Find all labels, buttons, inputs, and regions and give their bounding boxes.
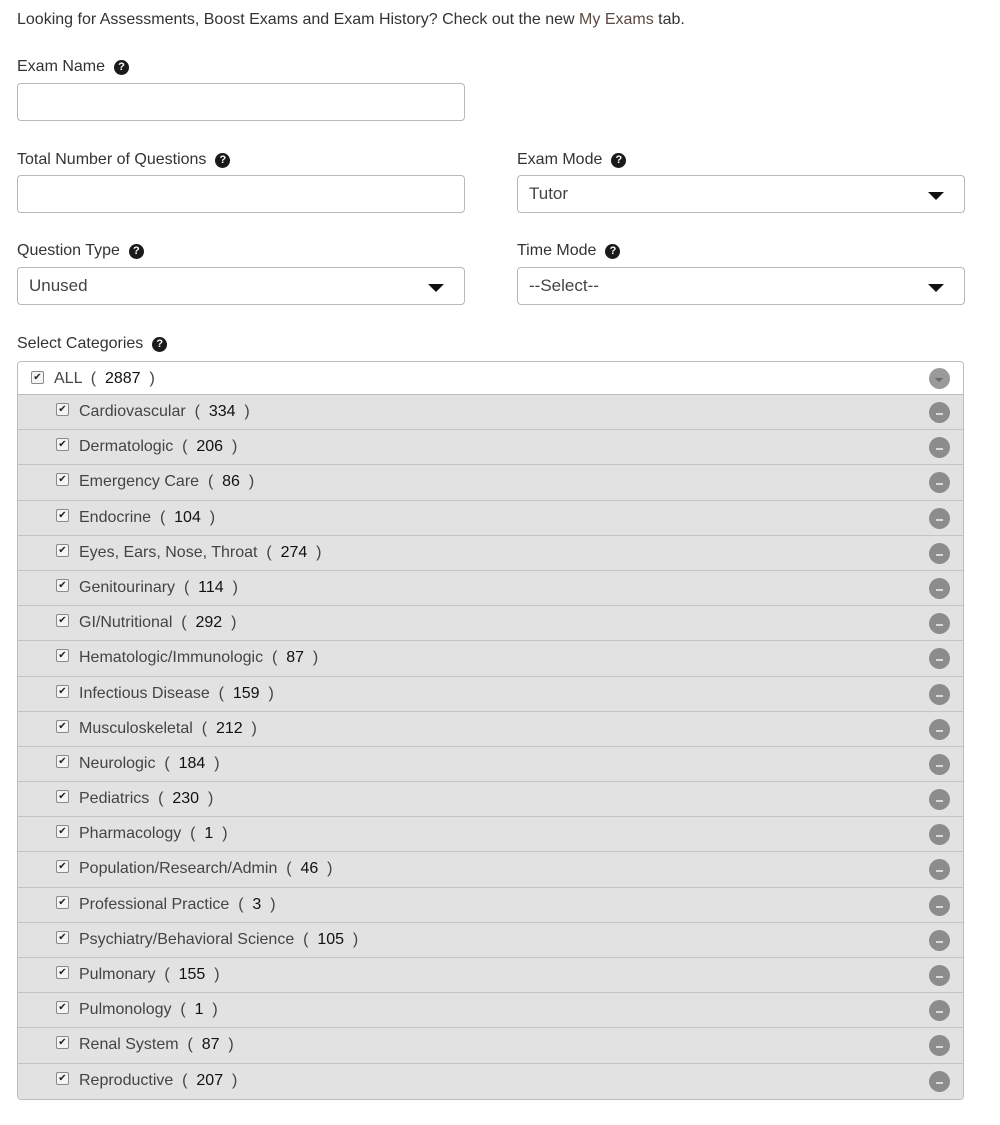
category-name: Eyes, Ears, Nose, Throat bbox=[79, 543, 258, 561]
collapse-toggle-icon[interactable] bbox=[929, 719, 950, 740]
category-all-label: ALL ( 2887 ) bbox=[54, 370, 155, 387]
checkbox-checked-icon[interactable]: ✔ bbox=[56, 579, 69, 592]
exam-name-label bbox=[17, 58, 129, 76]
category-row bbox=[18, 852, 963, 887]
category-label: Pediatrics ( 230 ) bbox=[79, 790, 214, 808]
category-row bbox=[18, 958, 963, 993]
checkbox-checked-icon[interactable]: ✔ bbox=[56, 403, 69, 416]
notice-text-end: tab. bbox=[653, 11, 685, 28]
checkbox-checked-icon[interactable]: ✔ bbox=[56, 685, 69, 698]
category-row bbox=[18, 465, 963, 500]
category-count: 46 bbox=[300, 860, 319, 878]
category-label: Neurologic ( 184 ) bbox=[79, 754, 220, 772]
exam-name-input[interactable] bbox=[17, 83, 465, 121]
question-type-label-text: Question Type bbox=[17, 242, 120, 259]
category-name: GI/Nutritional bbox=[79, 614, 173, 632]
category-count: 274 bbox=[280, 543, 308, 561]
help-icon[interactable]: ? bbox=[605, 244, 620, 259]
collapse-toggle-icon[interactable] bbox=[929, 824, 950, 845]
category-count: 230 bbox=[172, 790, 200, 808]
collapse-toggle-icon[interactable] bbox=[929, 508, 950, 529]
question-type-value: Unused bbox=[29, 276, 88, 295]
category-count: 334 bbox=[208, 403, 236, 420]
chevron-down-icon bbox=[928, 284, 944, 292]
expand-toggle-icon[interactable] bbox=[929, 368, 950, 389]
help-icon[interactable]: ? bbox=[215, 153, 230, 168]
category-name: Neurologic bbox=[79, 754, 156, 772]
help-icon[interactable]: ? bbox=[129, 244, 144, 259]
category-all-count: 2887 bbox=[104, 370, 141, 387]
category-label: Renal System ( 87 ) bbox=[79, 1036, 234, 1054]
collapse-toggle-icon[interactable] bbox=[929, 754, 950, 775]
time-mode-value: --Select-- bbox=[529, 276, 599, 295]
category-list bbox=[18, 395, 963, 1099]
collapse-toggle-icon[interactable] bbox=[929, 1000, 950, 1021]
category-count: 86 bbox=[222, 473, 240, 491]
category-row bbox=[18, 1064, 963, 1099]
category-name: Cardiovascular bbox=[79, 403, 186, 420]
checkbox-checked-icon[interactable]: ✔ bbox=[56, 614, 69, 627]
category-name: Pulmonary bbox=[79, 966, 156, 983]
category-label: Hematologic/Immunologic ( 87 ) bbox=[79, 649, 319, 667]
time-mode-select[interactable] bbox=[517, 267, 965, 305]
category-all-name: ALL bbox=[54, 370, 82, 387]
category-name: Genitourinary bbox=[79, 578, 176, 596]
category-label: Pharmacology ( 1 ) bbox=[79, 825, 228, 843]
category-row bbox=[18, 712, 963, 747]
time-mode-label-text: Time Mode bbox=[517, 242, 597, 259]
category-label: Population/Research/Admin ( 46 ) bbox=[79, 860, 333, 878]
category-label: Emergency Care ( 86 ) bbox=[79, 473, 255, 491]
checkbox-checked-icon[interactable]: ✔ bbox=[56, 509, 69, 522]
category-label: Genitourinary ( 114 ) bbox=[79, 578, 238, 596]
select-categories-label-text: Select Categories bbox=[17, 335, 144, 352]
category-count: 114 bbox=[198, 578, 224, 596]
category-count: 105 bbox=[317, 930, 345, 948]
checkbox-checked-icon[interactable]: ✔ bbox=[56, 1001, 69, 1014]
category-count: 206 bbox=[196, 438, 224, 456]
category-row bbox=[18, 993, 963, 1028]
checkbox-checked-icon[interactable]: ✔ bbox=[56, 649, 69, 662]
category-name: Professional Practice bbox=[79, 895, 230, 913]
category-label: Professional Practice ( 3 ) bbox=[79, 895, 276, 913]
checkbox-checked-icon[interactable]: ✔ bbox=[56, 755, 69, 768]
checkbox-checked-icon[interactable]: ✔ bbox=[56, 720, 69, 733]
collapse-toggle-icon[interactable] bbox=[929, 437, 950, 458]
collapse-toggle-icon[interactable] bbox=[929, 402, 950, 423]
collapse-toggle-icon[interactable] bbox=[929, 472, 950, 493]
chevron-down-icon bbox=[928, 192, 944, 200]
category-count: 3 bbox=[252, 895, 262, 913]
question-type-select[interactable] bbox=[17, 267, 465, 305]
category-label: Cardiovascular ( 334 ) bbox=[79, 403, 250, 420]
exam-mode-select[interactable] bbox=[517, 175, 965, 213]
checkbox-checked-icon[interactable]: ✔ bbox=[56, 1072, 69, 1085]
category-count: 155 bbox=[178, 966, 206, 983]
my-exams-notice bbox=[17, 11, 685, 29]
category-count: 159 bbox=[232, 684, 260, 702]
checkbox-checked-icon[interactable]: ✔ bbox=[56, 544, 69, 557]
category-name: Pharmacology bbox=[79, 825, 182, 843]
category-row bbox=[18, 571, 963, 606]
category-label: Dermatologic ( 206 ) bbox=[79, 438, 238, 456]
category-row bbox=[18, 641, 963, 676]
category-count: 184 bbox=[178, 754, 206, 772]
exam-mode-label-text: Exam Mode bbox=[517, 151, 603, 168]
category-name: Infectious Disease bbox=[79, 684, 210, 702]
category-row bbox=[18, 888, 963, 923]
collapse-toggle-icon[interactable] bbox=[929, 578, 950, 599]
checkbox-checked-icon[interactable]: ✔ bbox=[31, 371, 44, 384]
checkbox-checked-icon[interactable]: ✔ bbox=[56, 1036, 69, 1049]
checkbox-checked-icon[interactable]: ✔ bbox=[56, 790, 69, 803]
checkbox-checked-icon[interactable]: ✔ bbox=[56, 931, 69, 944]
exam-mode-value: Tutor bbox=[529, 184, 569, 203]
time-mode-label bbox=[517, 242, 620, 260]
category-name: Psychiatry/Behavioral Science bbox=[79, 930, 295, 948]
category-count: 87 bbox=[201, 1036, 220, 1054]
category-name: Emergency Care bbox=[79, 473, 200, 491]
category-row bbox=[18, 430, 963, 465]
exam-mode-label bbox=[517, 151, 626, 169]
category-label: Pulmonology ( 1 ) bbox=[79, 1001, 218, 1019]
category-label: Endocrine ( 104 ) bbox=[79, 508, 216, 526]
category-count: 1 bbox=[194, 1001, 204, 1019]
checkbox-checked-icon[interactable]: ✔ bbox=[56, 825, 69, 838]
category-label: GI/Nutritional ( 292 ) bbox=[79, 614, 237, 632]
notice-text: Looking for Assessments, Boost Exams and Exam History? Check out the new bbox=[17, 11, 580, 28]
category-row bbox=[18, 1028, 963, 1063]
checkbox-checked-icon[interactable]: ✔ bbox=[56, 438, 69, 451]
total-questions-input[interactable] bbox=[17, 175, 465, 213]
category-row bbox=[18, 677, 963, 712]
category-row bbox=[18, 923, 963, 958]
exam-name-label-text: Exam Name bbox=[17, 58, 106, 75]
collapse-toggle-icon[interactable] bbox=[929, 543, 950, 564]
category-name: Hematologic/Immunologic bbox=[79, 649, 264, 667]
category-count: 212 bbox=[215, 719, 243, 737]
checkbox-checked-icon[interactable]: ✔ bbox=[56, 896, 69, 909]
collapse-toggle-icon[interactable] bbox=[929, 1071, 950, 1092]
category-row bbox=[18, 395, 963, 430]
collapse-toggle-icon[interactable] bbox=[929, 930, 950, 951]
help-icon[interactable]: ? bbox=[114, 60, 129, 75]
category-label: Musculoskeletal ( 212 ) bbox=[79, 719, 257, 737]
checkbox-checked-icon[interactable]: ✔ bbox=[56, 860, 69, 873]
checkbox-checked-icon[interactable]: ✔ bbox=[56, 966, 69, 979]
total-questions-label bbox=[17, 151, 230, 169]
chevron-down-icon bbox=[428, 284, 444, 292]
collapse-toggle-icon[interactable] bbox=[929, 1035, 950, 1056]
collapse-toggle-icon[interactable] bbox=[929, 648, 950, 669]
category-label: Eyes, Ears, Nose, Throat ( 274 ) bbox=[79, 543, 322, 561]
collapse-toggle-icon[interactable] bbox=[929, 613, 950, 634]
collapse-toggle-icon[interactable] bbox=[929, 965, 950, 986]
category-row bbox=[18, 536, 963, 571]
category-row bbox=[18, 606, 963, 641]
help-icon[interactable]: ? bbox=[152, 337, 167, 352]
category-row bbox=[18, 501, 963, 536]
checkbox-checked-icon[interactable]: ✔ bbox=[56, 473, 69, 486]
total-questions-label-text: Total Number of Questions bbox=[17, 151, 207, 168]
category-count: 207 bbox=[196, 1071, 224, 1089]
category-label: Psychiatry/Behavioral Science ( 105 ) bbox=[79, 930, 359, 948]
category-name: Pediatrics bbox=[79, 790, 150, 808]
category-count: 87 bbox=[286, 649, 304, 667]
category-name: Dermatologic bbox=[79, 438, 174, 456]
category-name: Renal System bbox=[79, 1036, 179, 1054]
collapse-toggle-icon[interactable] bbox=[929, 895, 950, 916]
category-name: Population/Research/Admin bbox=[79, 860, 278, 878]
my-exams-link[interactable]: My Exams bbox=[579, 11, 654, 28]
category-name: Endocrine bbox=[79, 508, 152, 526]
help-icon[interactable]: ? bbox=[611, 153, 626, 168]
collapse-toggle-icon[interactable] bbox=[929, 684, 950, 705]
category-label: Infectious Disease ( 159 ) bbox=[79, 684, 274, 702]
select-categories-label bbox=[17, 335, 167, 353]
collapse-toggle-icon[interactable] bbox=[929, 789, 950, 810]
category-row bbox=[18, 782, 963, 817]
category-row bbox=[18, 747, 963, 782]
category-name: Reproductive bbox=[79, 1071, 174, 1089]
category-count: 104 bbox=[174, 508, 201, 526]
category-row bbox=[18, 817, 963, 852]
category-label: Reproductive ( 207 ) bbox=[79, 1071, 238, 1089]
collapse-toggle-icon[interactable] bbox=[929, 859, 950, 880]
category-count: 1 bbox=[204, 825, 214, 843]
category-count: 292 bbox=[195, 614, 223, 632]
question-type-label bbox=[17, 242, 144, 260]
category-label: Pulmonary ( 155 ) bbox=[79, 966, 220, 983]
category-all-row bbox=[18, 362, 963, 395]
category-name: Musculoskeletal bbox=[79, 719, 193, 737]
category-name: Pulmonology bbox=[79, 1001, 172, 1019]
category-tree bbox=[17, 361, 964, 1100]
